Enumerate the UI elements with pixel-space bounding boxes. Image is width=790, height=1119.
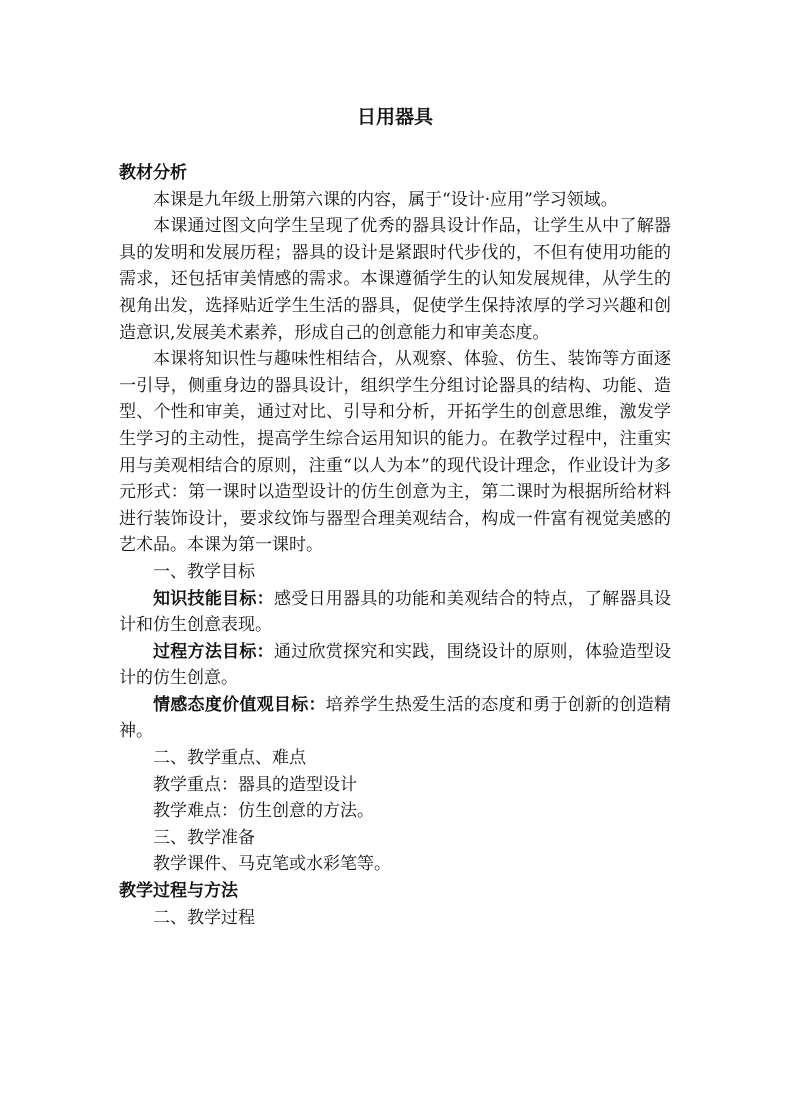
- objective-emotion-values-text: 培养学生热爱生活的态度和勇于创新的创造精神。: [119, 694, 672, 742]
- teaching-objectives-title: 一、教学目标: [153, 561, 255, 582]
- key-points-title: 二、教学重点、难点: [153, 748, 306, 769]
- teaching-process-subheading: 二、教学过程: [153, 907, 255, 928]
- section-heading-teaching-process: 教学过程与方法: [119, 881, 238, 902]
- preparation-text: 教学课件、马克笔或水彩笔等。: [153, 854, 391, 875]
- paragraph-lesson-overview: 本课是九年级上册第六课的内容，属于“设计·应用”学习领域。: [153, 189, 618, 210]
- objective-process-methods-text: 通过欣赏探究和实践，围绕设计的原则，体验造型设计的仿生创意。: [119, 641, 672, 689]
- objective-knowledge-skills: [119, 586, 671, 639]
- document-body: [119, 160, 671, 931]
- section-heading-materials-analysis: 教材分析: [119, 163, 187, 183]
- difficult-point: 教学难点：仿生创意的方法。: [153, 801, 374, 822]
- paragraph-lesson-content: 本课通过图文向学生呈现了优秀的器具设计作品，让学生从中了解器具的发明和发展历程；器具的设计是紧跟时代步伐的，不但有使用功能的需求，还包括审美情感的需求。本课遵循学生的认知发展规律，从学生的视角出发，选择贴近学生生活的器具，促使学生保持浓厚的学习兴趣和创造意识,发展美术素养，形成自己的创意能力和审美态度。: [119, 216, 671, 343]
- document-title: 日用器具: [356, 106, 433, 128]
- objective-knowledge-skills-label: 知识技能目标：: [153, 588, 274, 609]
- objective-process-methods-label: 过程方法目标：: [153, 641, 274, 662]
- paragraph-lesson-approach: 本课将知识性与趣味性相结合，从观察、体验、仿生、装饰等方面逐一引导，侧重身边的器具设计，组织学生分组讨论器具的结构、功能、造型、个性和审美，通过对比、引导和分析，开拓学生的创意思维，激发学生学习的主动性，提高学生综合运用知识的能力。在教学过程中，注重实用与美观相结合的原则，注重“以人为本”的现代设计理念，作业设计为多元形式：第一课时以造型设计的仿生创意为主，第二课时为根据所给材料进行装饰设计，要求纹饰与器型合理美观结合，构成一件富有视觉美感的艺术品。本课为第一课时。: [119, 349, 671, 556]
- objective-emotion-values-label: 情感态度价值观目标：: [153, 694, 326, 715]
- objective-emotion-values: [119, 692, 671, 745]
- key-point: 教学重点：器具的造型设计: [153, 774, 357, 795]
- objective-process-methods: [119, 639, 671, 692]
- preparation-title: 三、教学准备: [153, 827, 255, 848]
- objective-knowledge-skills-text: 感受日用器具的功能和美观结合的特点，了解器具设计和仿生创意表现。: [119, 588, 672, 636]
